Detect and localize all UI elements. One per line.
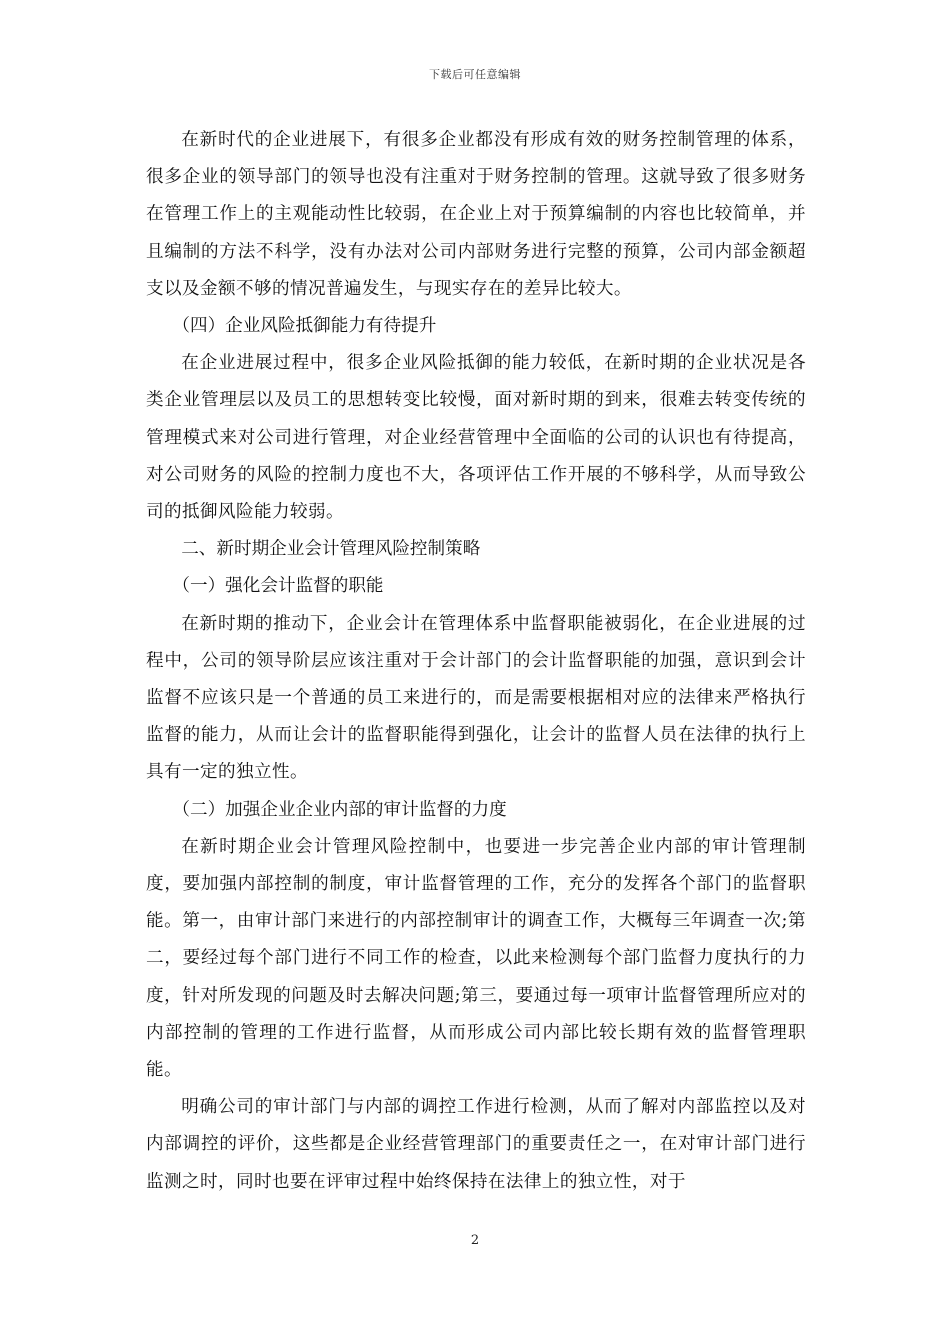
page-number: 2	[470, 1233, 480, 1248]
body-paragraph: 明确公司的审计部门与内部的调控工作进行检测，从而了解对内部监控以及对内部调控的评价，这些都是企业经营管理部门的重要责任之一，在对审计部门进行监测之时，同时也要在评审过程中始终保持在法律上的独立性，对于	[146, 1097, 806, 1192]
body-paragraph: 在企业进展过程中，很多企业风险抵御的能力较低，在新时期的企业状况是各类企业管理层以及员工的思想转变比较慢，面对新时期的到来，很难去转变传统的管理模式来对公司进行管理，对企业经营管理中全面临的公司的认识也有待提高，对公司财务的风险的控制力度也不大，各项评估工作开展的不够科学，从而导致公司的抵御风险能力较弱。	[146, 353, 806, 523]
document-body	[146, 122, 806, 1201]
sub-heading: （四）企业风险抵御能力有待提升	[172, 316, 437, 337]
page-header: 下载后可任意编辑	[429, 68, 521, 81]
body-paragraph: 在新时期企业会计管理风险控制中，也要进一步完善企业内部的审计管理制度，要加强内部控制的制度，审计监督管理的工作，充分的发挥各个部门的监督职能。第一，由审计部门来进行的内部控制审计的调查工作，大概每三年调查一次;第二，要经过每个部门进行不同工作的检查，以此来检测每个部门监督力度执行的力度，针对所发现的问题及时去解决问题;第三，要通过每一项审计监督管理所应对的内部控制的管理的工作进行监督，从而形成公司内部比较长期有效的监督管理职能。	[146, 836, 806, 1081]
body-paragraph: 在新时代的企业进展下，有很多企业都没有形成有效的财务控制管理的体系，很多企业的领导部门的领导也没有注重对于财务控制的管理。这就导致了很多财务在管理工作上的主观能动性比较弱，在企业上对于预算编制的内容也比较简单，并且编制的方法不科学，没有办法对公司内部财务进行完整的预算，公司内部金额超支以及金额不够的情况普遍发生，与现实存在的差异比较大。	[146, 130, 806, 299]
body-paragraph: 在新时期的推动下，企业会计在管理体系中监督职能被弱化，在企业进展的过程中，公司的领导阶层应该注重对于会计部门的会计监督职能的加强，意识到会计监督不应该只是一个普通的员工来进行的，而是需要根据相对应的法律来严格执行监督的能力，从而让会计的监督职能得到强化，让会计的监督人员在法律的执行上具有一定的独立性。	[146, 613, 806, 783]
section-heading: 二、新时期企业会计管理风险控制策略	[181, 539, 481, 560]
sub-heading: （二）加强企业企业内部的审计监督的力度	[172, 799, 507, 820]
sub-heading: （一）强化会计监督的职能	[172, 576, 384, 597]
